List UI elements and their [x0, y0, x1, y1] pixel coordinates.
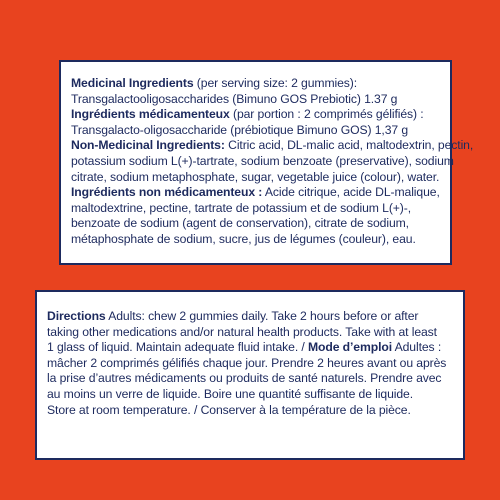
ingredients-text: Citric acid, DL-malic acid, maltodextrin, pectin, — [224, 138, 474, 153]
ingredients-line — [71, 232, 440, 248]
ingredients-line — [71, 153, 454, 170]
ingredients-text: citrate, sodium metaphosphate, sugar, vegetable juice (colour), water. — [71, 169, 440, 184]
ingredients-heading: Non-Medicinal Ingredients: — [71, 138, 225, 153]
ingredients-line — [71, 216, 440, 232]
directions-line — [47, 356, 453, 372]
ingredients-text: maltodextrine, pectine, tartrate de potassium et de sodium L(+)-, — [71, 200, 411, 215]
ingredients-line — [71, 107, 440, 123]
directions-panel — [35, 290, 465, 460]
ingredients-line — [71, 138, 474, 154]
ingredients-text: Transgalacto-oligosaccharide (prébiotique Bimuno GOS) 1,37 g — [71, 122, 409, 137]
directions-heading: Directions — [47, 309, 106, 323]
directions-line — [47, 371, 453, 387]
directions-text: la prise d’autres médicaments ou produits de santé naturels. Prendre avec — [47, 371, 442, 386]
ingredients-panel — [59, 60, 474, 265]
ingredients-line — [71, 185, 440, 201]
directions-line — [47, 309, 453, 325]
ingredients-line — [71, 170, 440, 186]
directions-line — [47, 325, 453, 341]
directions-line — [47, 340, 453, 356]
ingredients-line — [71, 201, 440, 217]
ingredients-line — [71, 92, 440, 108]
ingredients-text: potassium sodium L(+)-tartrate, sodium benzoate (preservative), sodium — [71, 153, 454, 168]
ingredients-heading: Ingrédients non médicamenteux : — [71, 185, 263, 200]
ingredients-text: Transgalactooligosaccharides (Bimuno GOS Prebiotic) 1.37 g — [71, 91, 398, 106]
directions-text: Store at room temperature. / Conserver à la température de la pièce. — [47, 402, 411, 417]
ingredients-line — [71, 123, 440, 139]
directions-text: au moins un verre de liquide. Boire une quantité suffisante de liquide. — [47, 386, 413, 401]
directions-text-2: Adultes : — [391, 340, 442, 355]
directions-line — [47, 403, 453, 419]
ingredients-text: (par portion : 2 comprimés gélifiés) : — [229, 107, 424, 122]
directions-line — [47, 387, 453, 403]
ingredients-heading: Ingrédients médicamenteux — [71, 107, 230, 122]
directions-text: Adults: chew 2 gummies daily. Take 2 hours before or after — [105, 309, 419, 323]
ingredients-text: (per serving size: 2 gummies): — [193, 76, 358, 90]
ingredients-line — [71, 76, 440, 92]
directions-text: mâcher 2 comprimés gélifiés chaque jour. Prendre 2 heures avant ou après — [47, 355, 447, 370]
directions-text: 1 glass of liquid. Maintain adequate fluid intake. / — [47, 340, 308, 355]
ingredients-text: Acide citrique, acide DL-malique, — [262, 185, 440, 200]
ingredients-text: benzoate de sodium (agent de conservation), citrate de sodium, — [71, 216, 409, 231]
ingredients-heading: Medicinal Ingredients — [71, 76, 194, 90]
directions-text: taking other medications and/or natural health products. Take with at least — [47, 324, 437, 339]
ingredients-text: métaphosphate de sodium, sucre, jus de légumes (couleur), eau. — [71, 231, 416, 246]
directions-heading-2: Mode d’emploi — [307, 340, 392, 355]
